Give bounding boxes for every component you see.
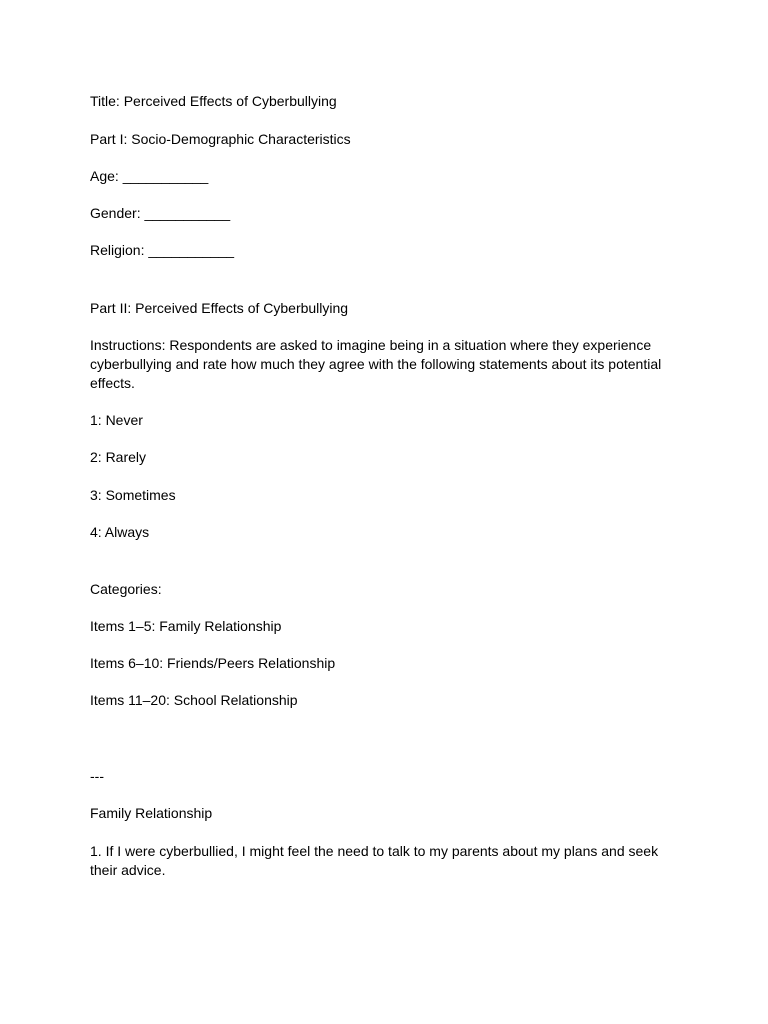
- gender-field: Gender: ___________: [90, 205, 231, 221]
- document-title: Title: Perceived Effects of Cyberbullying: [90, 93, 337, 109]
- scale-item-rarely: 2: Rarely: [90, 449, 147, 465]
- category-friends: Items 6–10: Friends/Peers Relationship: [90, 655, 336, 671]
- religion-field: Religion: ___________: [90, 242, 235, 258]
- scale-item-sometimes: 3: Sometimes: [90, 487, 176, 503]
- question-item-1: 1. If I were cyberbullied, I might feel the need to talk to my parents about my plans and seek their advice.: [90, 843, 659, 878]
- category-family: Items 1–5: Family Relationship: [90, 618, 282, 634]
- part2-heading: Part II: Perceived Effects of Cyberbullying: [90, 300, 349, 316]
- part1-heading: Part I: Socio-Demographic Characteristics: [90, 131, 351, 147]
- family-relationship-heading: Family Relationship: [90, 805, 213, 821]
- categories-heading: Categories:: [90, 581, 162, 597]
- section-separator: ---: [90, 768, 104, 784]
- instructions-paragraph: Instructions: Respondents are asked to imagine being in a situation where they experience cyberbullying and rate how much they agree with the following statements about its potential effects.: [90, 337, 662, 391]
- scale-item-never: 1: Never: [90, 412, 143, 428]
- category-school: Items 11–20: School Relationship: [90, 692, 298, 708]
- scale-item-always: 4: Always: [90, 524, 150, 540]
- age-field: Age: ___________: [90, 168, 209, 184]
